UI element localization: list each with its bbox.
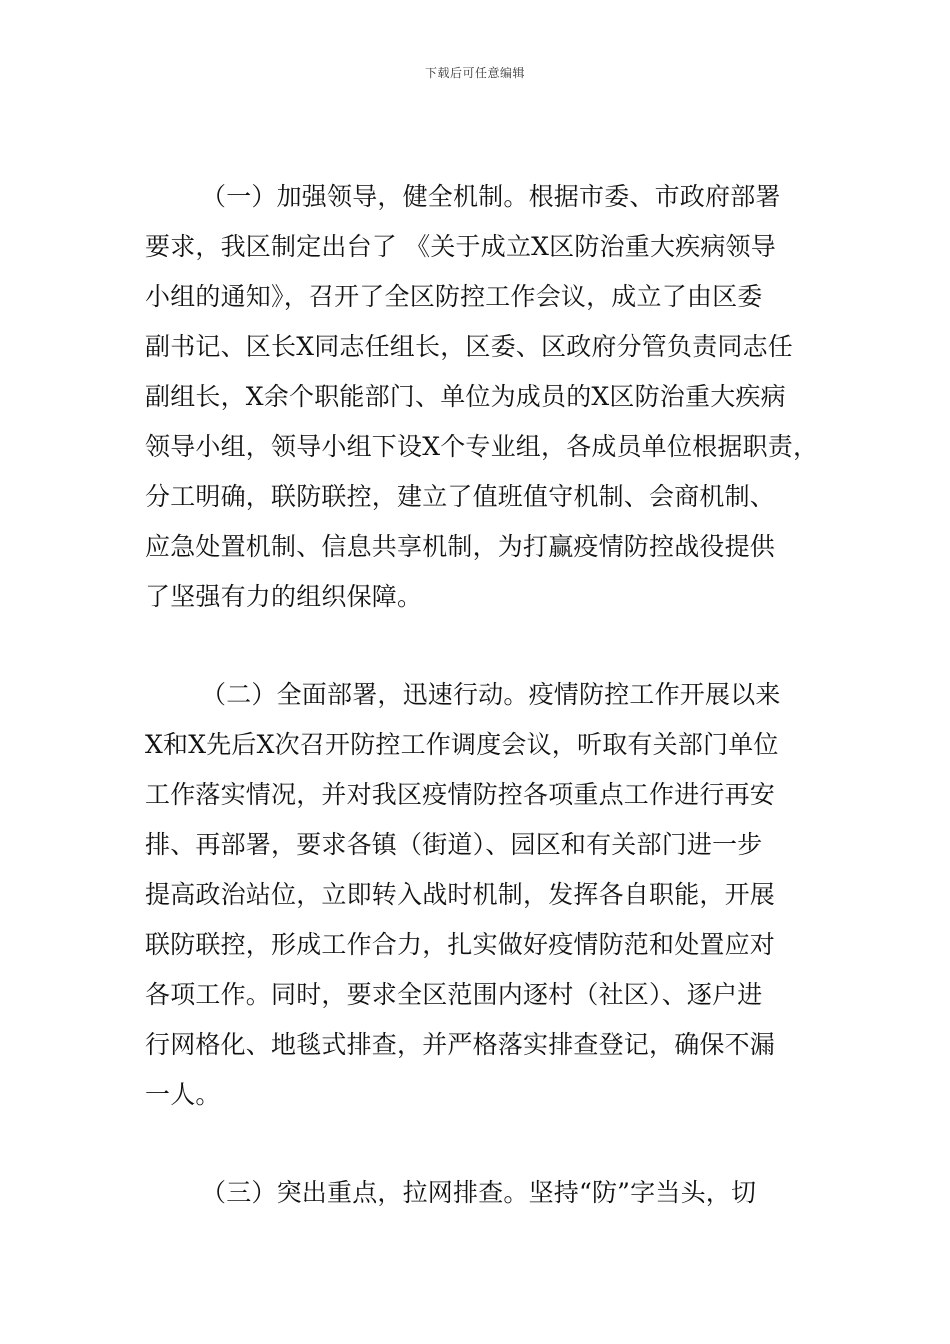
paragraph-2 [145, 670, 825, 1120]
paragraph-line: 副组长，X余个职能部门、单位为成员的X区防治重大疾病 [145, 382, 786, 411]
paragraph-line: 工作落实情况，并对我区疫情防控各项重点工作进行再安 [145, 780, 776, 809]
paragraph-line: 各项工作。同时，要求全区范围内逐村（社区）、逐户进 [145, 980, 763, 1009]
paragraph-line: 联防联控，形成工作合力，扎实做好疫情防范和处置应对 [145, 930, 776, 959]
paragraph-line: 分工明确，联防联控，建立了值班值守机制、会商机制、 [145, 482, 776, 511]
paragraph-3 [145, 1168, 825, 1218]
paragraph-line: 副书记、区长X同志任组长，区委、区政府分管负责同志任 [145, 332, 794, 361]
paragraph-1 [145, 172, 825, 622]
paragraph-line: 排、再部署，要求各镇（街道）、园区和有关部门进一步 [145, 830, 763, 859]
paragraph-line: 要求，我区制定出台了 《关于成立X区防治重大疾病领导 [145, 232, 776, 261]
paragraph-line: 应急处置机制、信息共享机制，为打赢疫情防控战役提供 [145, 532, 776, 561]
page-header: 下载后可任意编辑 [424, 66, 525, 80]
paragraph-line: 小组的通知》，召开了全区防控工作会议，成立了由区委 [145, 282, 763, 311]
paragraph-line: （三）突出重点，拉网排查。坚持“防”字当头，切 [201, 1178, 757, 1207]
paragraph-line: 一人。 [145, 1080, 221, 1109]
paragraph-line: 了坚强有力的组织保障。 [145, 582, 423, 611]
paragraph-line: 提高政治站位，立即转入战时机制，发挥各自职能，开展 [145, 880, 776, 909]
paragraph-line: （一）加强领导，健全机制。根据市委、市政府部署 [201, 182, 781, 211]
paragraph-line: 领导小组，领导小组下设X个专业组，各成员单位根据职责， [145, 432, 819, 461]
paragraph-line: 行网格化、地毯式排查，并严格落实排查登记，确保不漏 [145, 1030, 776, 1059]
paragraph-line: （二）全面部署，迅速行动。疫情防控工作开展以来 [201, 680, 781, 709]
paragraph-line: X和X先后X次召开防控工作调度会议，听取有关部门单位 [145, 730, 779, 759]
